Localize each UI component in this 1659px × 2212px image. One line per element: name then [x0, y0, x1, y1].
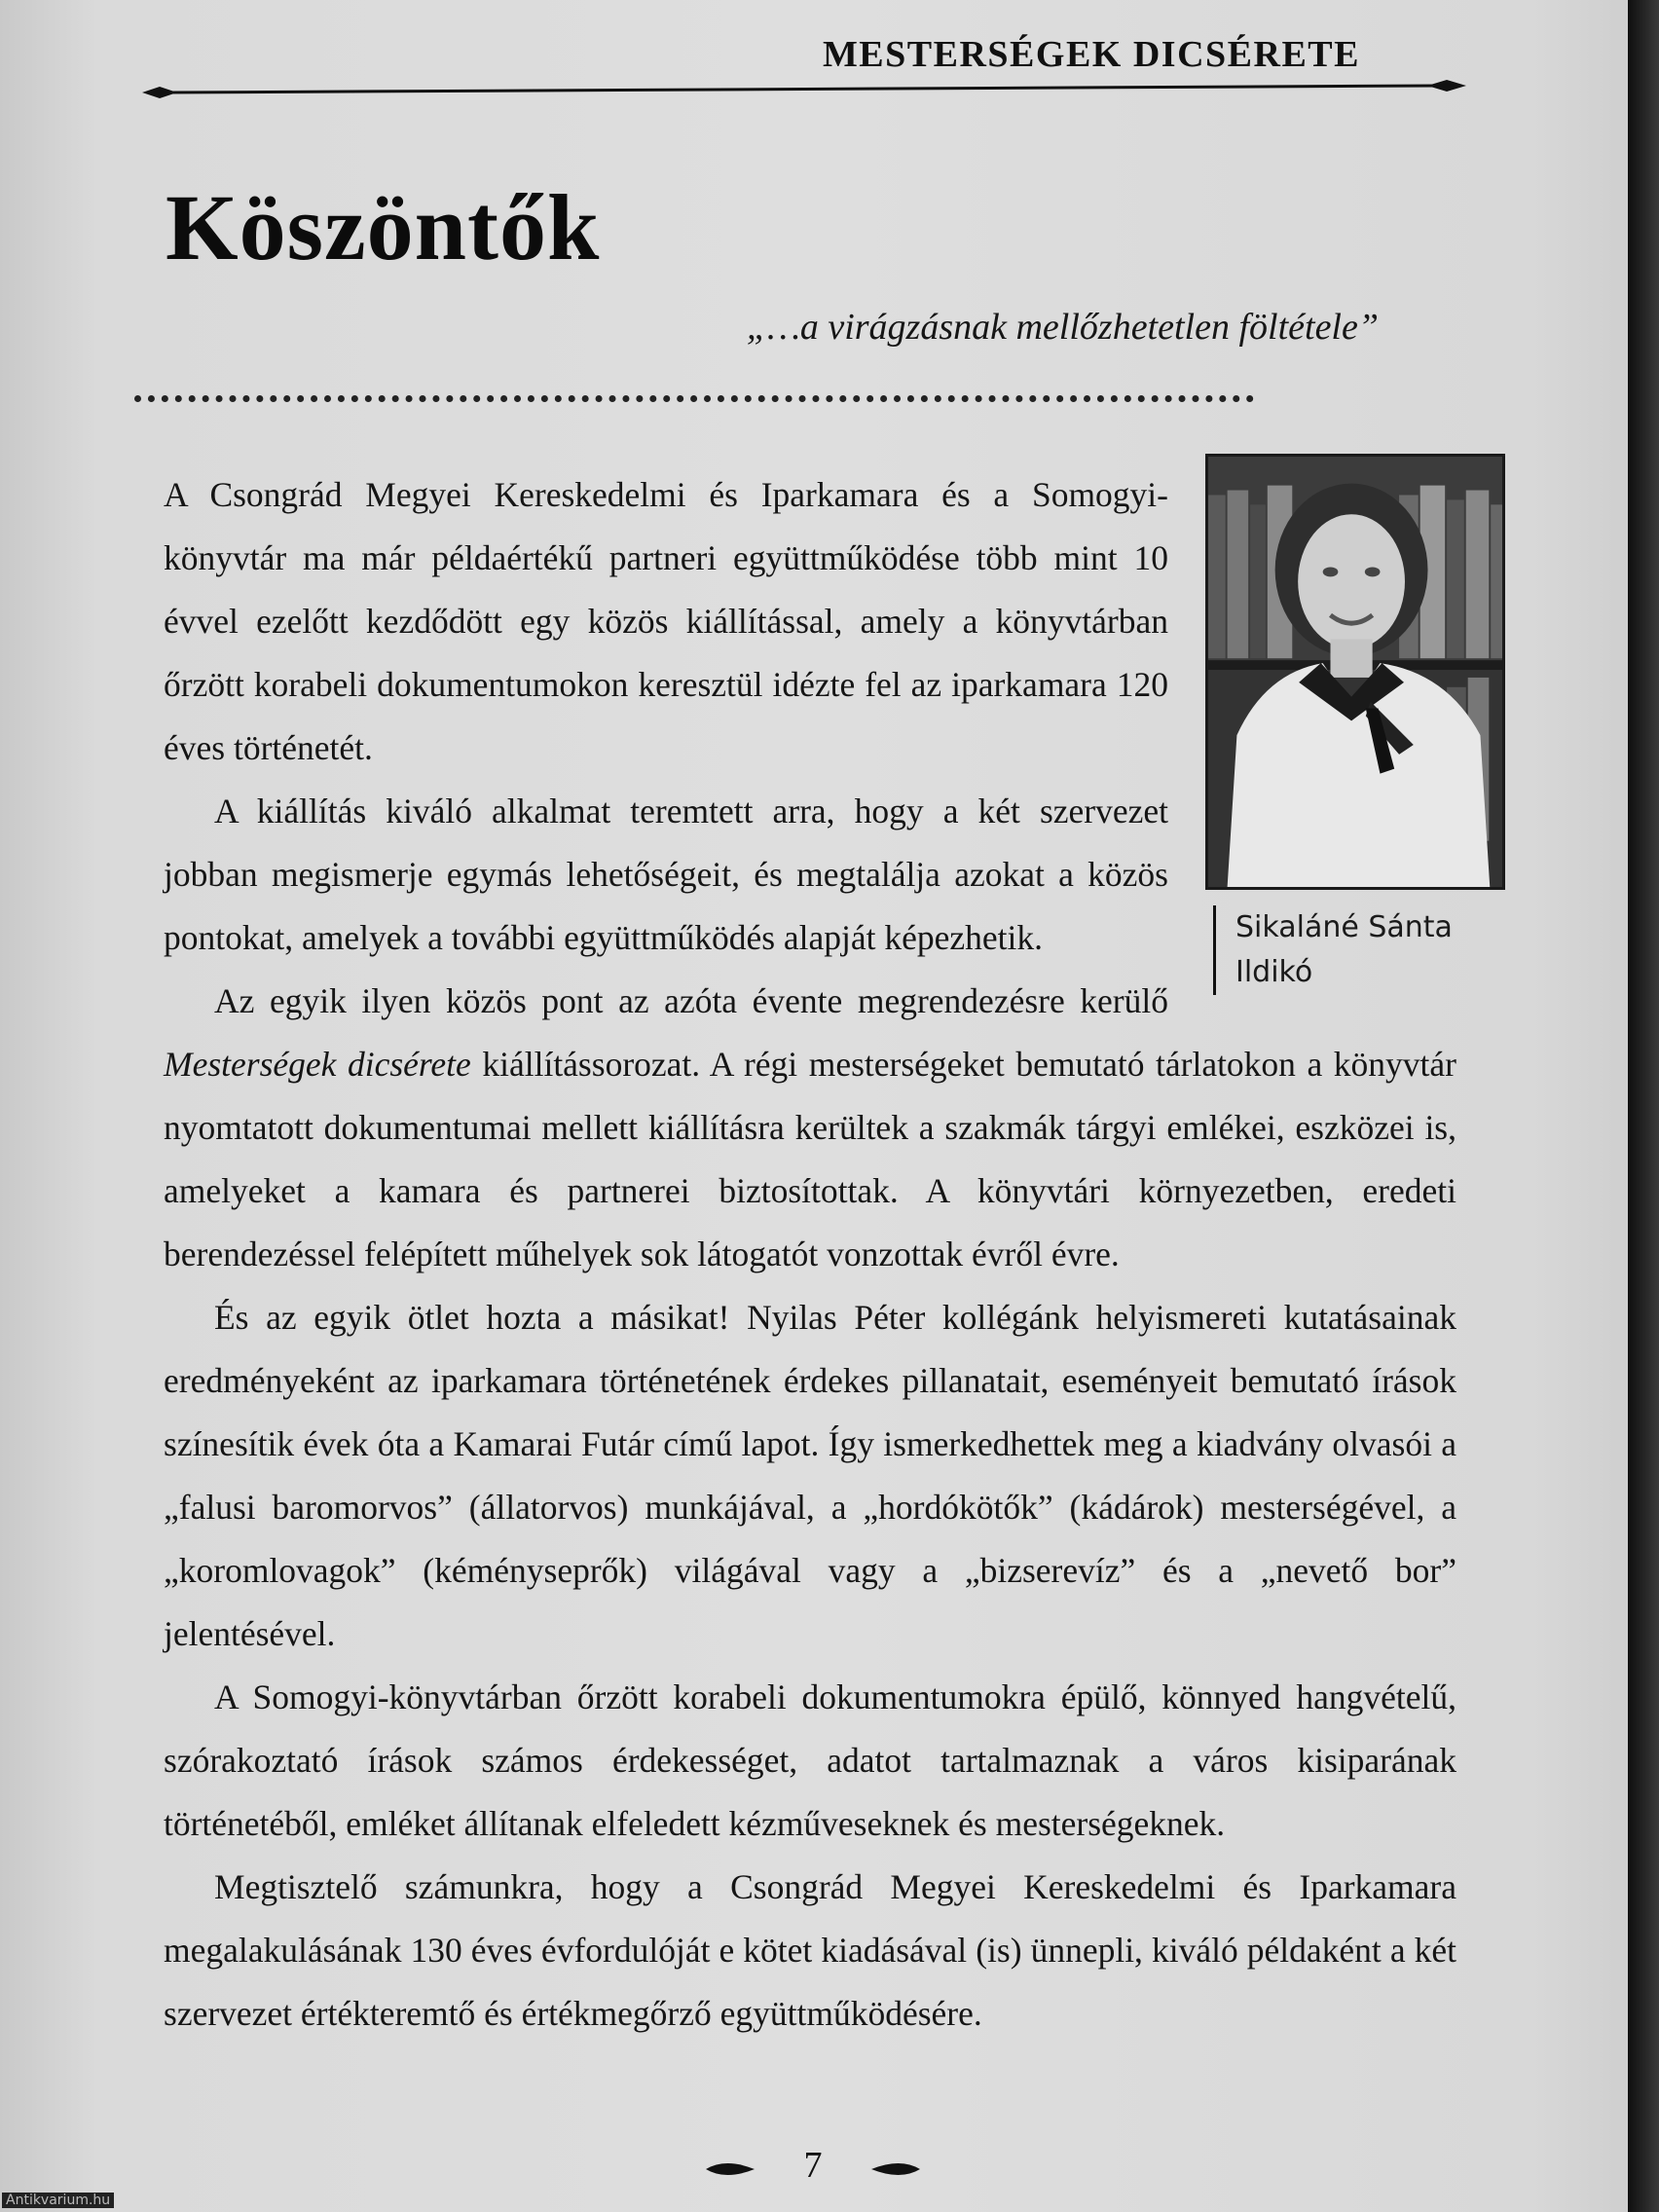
article-body	[164, 463, 1456, 2046]
paragraph-3	[164, 1033, 1456, 1286]
page-number: 7	[803, 2145, 823, 2186]
dotted-divider	[134, 395, 1254, 402]
paragraph-2: A kiállítás kiváló alkalmat teremtett arra, hogy a két szervezet jobban megismerje egymás lehetőségeit, és megtalálja azokat a közös pontokat, amelyek a további együttműködés alapját képezhetik.	[164, 792, 1168, 957]
book-spine-edge	[1628, 0, 1659, 2212]
paragraph-4: És az egyik ötlet hozta a másikat! Nyilas Péter kollégánk helyismereti kutatásainak eredményeként az iparkamara történetének érdekes pillanatait, eseményeit bemutató írások színesítik évek óta a Kamarai Futár című lapot. Így ismerkedhettek meg a kiadvány olvasói a „falusi baromorvos” (állatorvos) munkájával, a „hordókötők” (kádárok) mesterségével, a „koromlovagok” (kéményseprők) világával vagy a „bizserevíz” és a „nevető bor” jelentésével.	[164, 1298, 1456, 1653]
caption-line-1: Sikaláné Sánta	[1235, 910, 1453, 944]
page-title: Köszöntők	[166, 175, 601, 279]
epigraph-quote: „…a virágzásnak mellőzhetetlen föltétele”	[746, 307, 1379, 348]
paragraph-3-lead: Az egyik ilyen közös pont az azóta évente megrendezésre kerülő	[214, 981, 1168, 1020]
header-rule	[142, 78, 1466, 107]
paragraph-1: A Csongrád Megyei Kereskedelmi és Iparkamara és a Somogyi-könyvtár ma már példaértékű partneri együttműködése több mint 10 évvel ezelőtt kezdődött egy közös kiállítással, amely a könyvtárban őrzött korabeli dokumentumokon keresztül idézte fel az iparkamara 120 éves történetét.	[164, 475, 1168, 767]
paragraph-6: Megtisztelő számunkra, hogy a Csongrád Megyei Kereskedelmi és Iparkamara megalakulásának 130 éves évfordulóját e kötet kiadásával (is) ünnepli, kiváló példaként a két szervezet értékteremtő és értékmegőrző együttműködésére.	[164, 1867, 1456, 2033]
paragraph-3-rest: kiállítássorozat. A régi mesterségeket bemutató tárlatokon a könyvtár nyomtatott dokumentumai mellett kiállításra kerültek a szakmák tárgyi emlékei, eszközei is, amelyeket a kamara és partnerei biztosítottak. A könyvtári környezetben, eredeti berendezéssel felépített műhelyek sok látogatót vonzottak évről évre.	[164, 1045, 1456, 1273]
running-header: MESTERSÉGEK DICSÉRETE	[822, 34, 1360, 75]
caption-line-2: Ildikó	[1235, 955, 1313, 989]
exhibition-series-title: Mesterségek dicsérete	[164, 1045, 471, 1084]
watermark-label: Antikvarium.hu	[2, 2193, 114, 2208]
paragraph-5: A Somogyi-könyvtárban őrzött korabeli dokumentumokra épülő, könnyed hangvételű, szórakoztató írások számos érdekességet, adatot tartalmaznak a város kisiparának történetéből, emléket állítanak elfeledett kézműveseknek és mesterségeknek.	[164, 1677, 1456, 1843]
